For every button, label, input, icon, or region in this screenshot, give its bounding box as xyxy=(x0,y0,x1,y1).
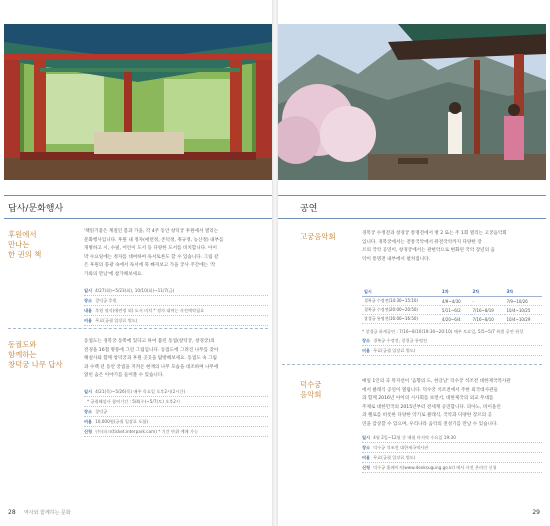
info-row: 장소 창덕궁 xyxy=(84,408,268,417)
info-row: 장소 덕수궁 석조전 대한제국역사관 xyxy=(362,444,542,453)
item-info-palace-concert xyxy=(362,328,542,357)
item-title-palace-concert: 고궁음악회 xyxy=(300,232,336,241)
item-description-garden-book: '책읽기좋은 계절인 봄과 가을, 각 4주 동안 창덕궁 후원에서 열리는 문화행사입니다. 후원 내 정자(애련정, 존덕정, 취규정, 농산정) 내부를 개방하고 시, 수필, 어린이 도서 등 다양한 도서를 비치합니다. 아이 막 수요일에는 정자를 대여하여 독서토론도 할 수 있습니다. 그림 같 은 후원의 풍광 속에서 독서에 푹 빠져보고 가을 궁사 주간에는 '작 가와의 만남'에 참가해보세요. xyxy=(84,229,224,277)
page-footer: 역사와 함께하는 문화 xyxy=(24,510,71,516)
page-number-left: 28 xyxy=(8,509,16,516)
info-row: 장소 경복궁 수정전, 창경궁 통명전 xyxy=(362,337,542,346)
item-info-garden-book xyxy=(84,287,268,327)
section-title-tours: 답사/문화행사 xyxy=(8,204,64,214)
item-info-tree-tour xyxy=(84,388,268,438)
item-title-tree-tour: 동궐도와 함께하는 창덕궁 나무 답사 xyxy=(8,340,63,369)
info-row: 일시 4월 2일~12월 중 매월 마지막 수요일 19:30 xyxy=(362,434,542,443)
page-number-right: 29 xyxy=(532,509,540,516)
info-row: 장소 창덕궁 후원 xyxy=(84,297,268,306)
section-top-rule xyxy=(4,195,272,196)
item-description-deoksugung-concert: 매일 1인의 곡 뮤지션이 '음향의 도, 한글날' 덕수궁 석조전 대한제국역사관 에서 클래식 공연이 열립니다. 덕수궁 석조전에서 주한 외국대사관들 과 함께 2016년 아이의 시사회를 보면서, 대한제국의 외교 무대를 주제로 대한민국의 2015년부터 전세계 공연합니다. 피아노, 바이올린 과 첼로를 비롯한 다양한 악기로 클래식, 국악과 다양한 장르의 공 연을 감상할 수 있으며, 우리나라 음악의 전성기를 만날 수 있습니다. xyxy=(362,379,511,427)
pavilion-interior-image xyxy=(4,24,272,180)
section-divider xyxy=(4,218,272,219)
info-row: * 궁궐해설사 참여기간 : 5/4(수)~5/7(토) 오후2시 xyxy=(84,398,268,407)
item-title-deoksugung-concert: 덕수궁 음악회 xyxy=(300,380,322,399)
info-row: 비용 10,000원(궁궐 입장료 포함) xyxy=(84,418,268,427)
palace-performance-image xyxy=(278,24,546,180)
left-page xyxy=(4,4,272,522)
info-row: 신청 인터파크(ticket.interpark.com) * 기간 단위 예매 가능 xyxy=(84,428,268,437)
table-header-row: 일시 1차 2차 3차 xyxy=(362,288,542,297)
info-row: 내용 후원 정자(애련정 외) 도서 비치 * 정자 대여는 사전예약필요 xyxy=(84,307,268,316)
right-page xyxy=(278,4,546,522)
schedule-note: * 창경궁 하계공연 : 7/16~8/10(19:30~20:10) 매주 토요일, 5/5~5/7 특별 공연 편성 xyxy=(362,329,524,334)
info-row: 일시 4/27(화)~5/23(화), 10/10(화)~11/7(금) xyxy=(84,287,268,296)
table-row: 경복궁 수정전(14:30~15:10) 4/9~4/30 - 7/9~10/26 xyxy=(362,297,542,306)
info-row: 비용 무료(궁궐 입장료 별도) xyxy=(362,347,542,356)
info-row: 비용 무료(궁궐 입장료 별도) xyxy=(84,317,268,326)
info-row: 일시 4/21(목)~5/26(목) 매주 목요일 오후2시(2시간) xyxy=(84,388,268,397)
item-info-deoksugung-concert xyxy=(362,434,542,474)
item-title-garden-book: 후원에서 만나는 한 권의 책 xyxy=(8,230,42,259)
item-separator xyxy=(282,364,542,365)
section-top-rule xyxy=(278,195,546,196)
section-title-performances: 공연 xyxy=(300,204,318,214)
section-divider xyxy=(278,218,546,219)
pavilion-photo xyxy=(4,24,272,180)
concert-schedule-table xyxy=(362,288,542,324)
performance-photo xyxy=(278,24,546,180)
item-separator xyxy=(8,328,268,329)
item-description-tree-tour: 동궐도는 경복궁 동쪽에 있다고 하여 불린 동궐(창덕궁, 창경궁)의 전경을 16첩 병풍에 그린 그림입니다. 동궐도에 그려진 나무를 찾아 해설사와 함께 창덕궁과 후원 곳곳을 탐방해보세요. 동궐도 속 그림 과 수백 년 동안 궁궐을 지켜온 현재의 나무 모습을 대조하며 나무에 얽힌 숨은 이야기를 들어볼 수 있습니다. xyxy=(84,339,219,379)
info-row: 비용 무료(궁궐 입장료 별도) xyxy=(362,454,542,463)
table-row: 창경궁 통명전(16:00~16:50) 4/20~6/4 7/16~8/10 10/4~10/29 xyxy=(362,315,542,324)
table-row: 경복궁 수정전(20:00~20:50) 5/11~6/2 7/16~8/19 10/4~10/25 xyxy=(362,306,542,315)
info-row: 신청 덕수궁 홈페이지(www.deoksugung.go.kr) 에서 사전 온라인 신청 xyxy=(362,464,542,473)
item-description-palace-concert: 경복궁 수정전과 창경궁 통명전에서 방 2 또는 주 1회 열리는 고궁음악회 입니다. 경복궁에서는 전통국악에서 퓨전국악까지 다양한 장 르의 국악 공연이, 창경궁에서는 관현악으로 변화된 국악 장년의 음 악이 통명전 내부에서 펼쳐집니다. xyxy=(362,231,507,262)
